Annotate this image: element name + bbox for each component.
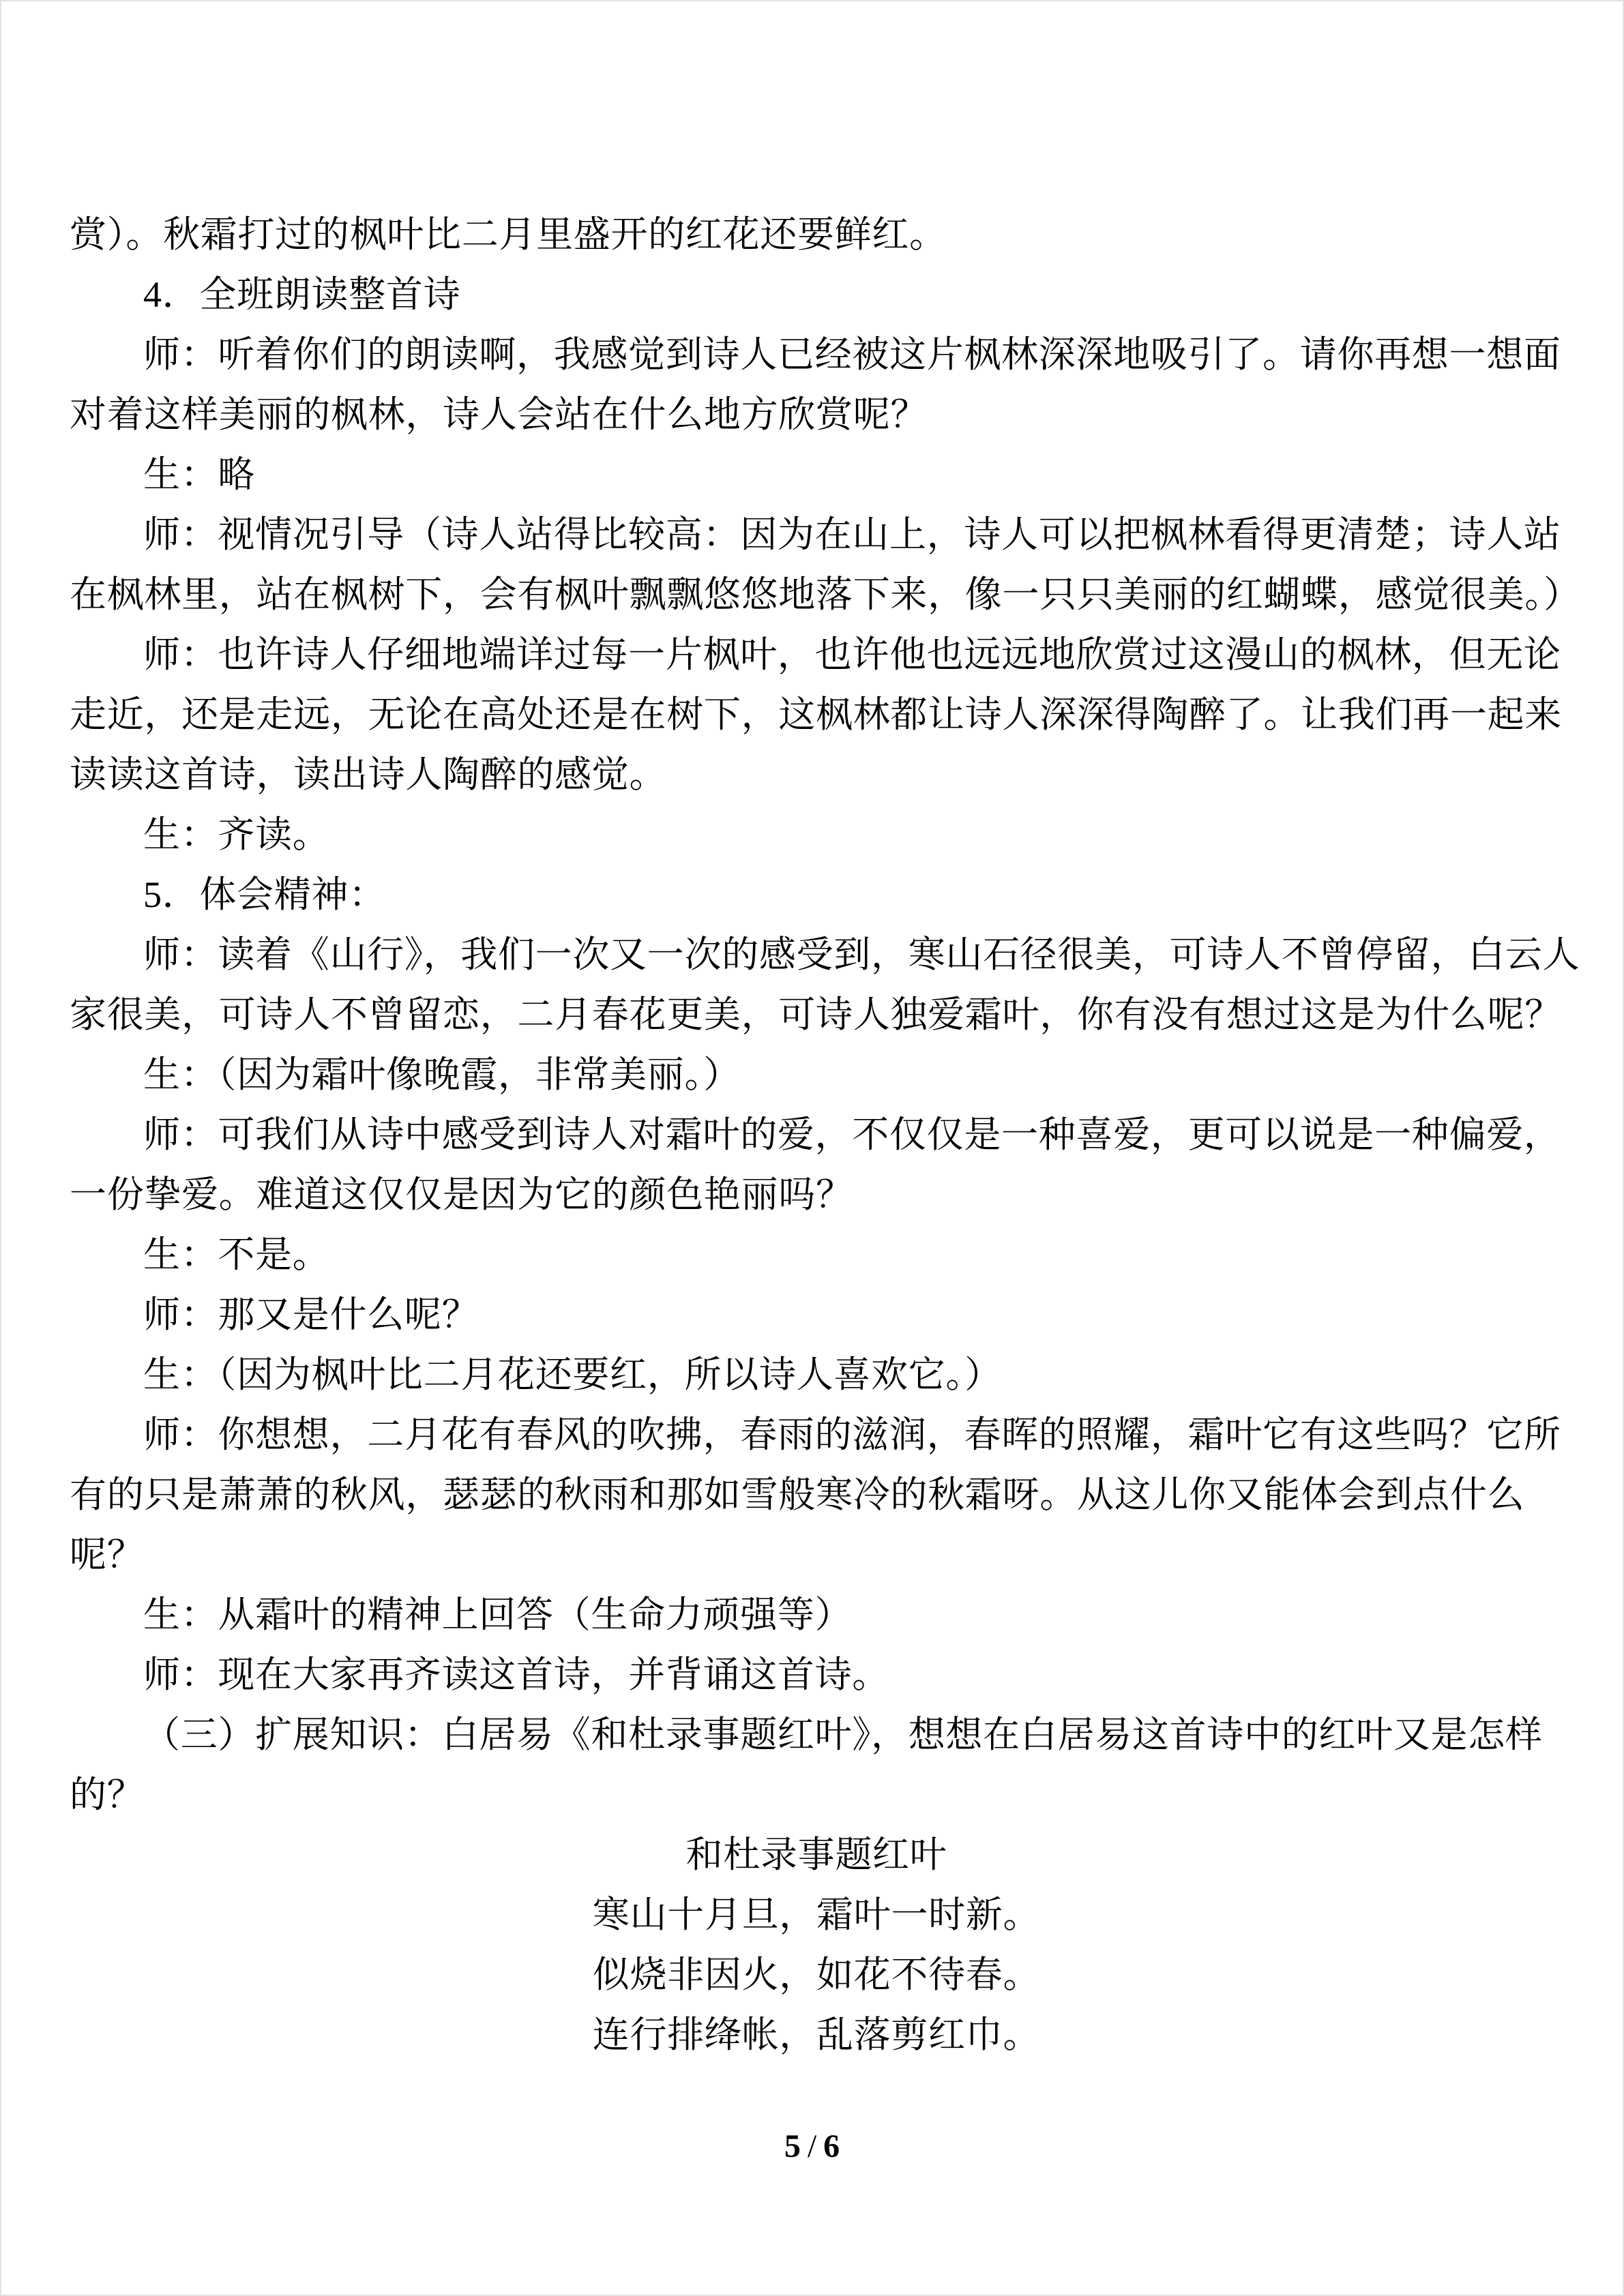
student-line: 生：略 bbox=[143, 454, 256, 495]
list-item-4: 4．全班朗读整首诗 bbox=[143, 274, 461, 315]
body-line: 家很美，可诗人不曾留恋，二月春花更美，可诗人独爱霜叶，你有没有想过这是为什么呢？ bbox=[70, 994, 1562, 1035]
teacher-line: 师：可我们从诗中感受到诗人对霜叶的爱，不仅仅是一种喜爱，更可以说是一种偏爱， bbox=[143, 1114, 1561, 1155]
teacher-line: 师：你想想，二月花有春风的吹拂，春雨的滋润，春晖的照耀，霜叶它有这些吗？它所 bbox=[143, 1414, 1561, 1455]
student-line: 生：从霜叶的精神上回答（生命力顽强等） bbox=[143, 1594, 853, 1635]
teacher-line: 师：现在大家再齐读这首诗，并背诵这首诗。 bbox=[143, 1654, 889, 1695]
teacher-line: 师：也许诗人仔细地端详过每一片枫叶，也许他也远远地欣赏过这漫山的枫林，但无论 bbox=[143, 634, 1561, 675]
teacher-line: 师：听着你们的朗读啊，我感觉到诗人已经被这片枫林深深地吸引了。请你再想一想面 bbox=[143, 334, 1561, 375]
page-number-separator: / bbox=[807, 2128, 817, 2164]
page-number-current: 5 bbox=[784, 2128, 801, 2164]
body-line: 一份挚爱。难道这仅仅是因为它的颜色艳丽吗？ bbox=[70, 1174, 853, 1215]
body-line: 赏）。秋霜打过的枫叶比二月里盛开的红花还要鲜红。 bbox=[70, 214, 947, 255]
student-line: 生：（因为霜叶像晚霞，非常美丽。） bbox=[143, 1054, 741, 1095]
page-footer bbox=[1, 2128, 1623, 2166]
section-heading: （三）扩展知识：白居易《和杜录事题红叶》，想想在白居易这首诗中的红叶又是怎样 bbox=[143, 1714, 1543, 1755]
body-line: 在枫林里，站在枫树下，会有枫叶飘飘悠悠地落下来，像一只只美丽的红蝴蝶，感觉很美。） bbox=[70, 574, 1581, 615]
student-line: 生：不是。 bbox=[143, 1234, 330, 1275]
student-line: 生：齐读。 bbox=[143, 814, 330, 855]
teacher-line: 师：视情况引导（诗人站得比较高：因为在山上，诗人可以把枫林看得更清楚；诗人站 bbox=[143, 514, 1561, 555]
poem-title: 和杜录事题红叶 bbox=[685, 1834, 947, 1875]
body-line: 对着这样美丽的枫林，诗人会站在什么地方欣赏呢？ bbox=[70, 394, 928, 435]
list-item-5: 5．体会精神： bbox=[143, 874, 386, 915]
poem-verse-line: 连行排绛帐，乱落剪红巾。 bbox=[592, 2014, 1041, 2055]
page-number-total: 6 bbox=[823, 2128, 840, 2164]
body-line: 走近，还是走远，无论在高处还是在树下，这枫林都让诗人深深得陶醉了。让我们再一起来 bbox=[70, 694, 1562, 735]
body-line: 呢？ bbox=[70, 1534, 145, 1575]
body-line: 读读这首诗，读出诗人陶醉的感觉。 bbox=[70, 754, 667, 795]
poem-verse-line: 似烧非因火，如花不待春。 bbox=[592, 1954, 1041, 1995]
document-body bbox=[70, 205, 1581, 2065]
poem-verse-line: 寒山十月旦，霜叶一时新。 bbox=[592, 1894, 1041, 1935]
body-line: 的？ bbox=[70, 1774, 145, 1815]
body-line: 有的只是萧萧的秋风，瑟瑟的秋雨和那如雪般寒冷的秋霜呀。从这儿你又能体会到点什么 bbox=[70, 1474, 1525, 1515]
student-line: 生：（因为枫叶比二月花还要红，所以诗人喜欢它。） bbox=[143, 1354, 1002, 1395]
teacher-line: 师：读着《山行》，我们一次又一次的感受到，寒山石径很美，可诗人不曾停留，白云人 bbox=[143, 934, 1580, 975]
teacher-line: 师：那又是什么呢？ bbox=[143, 1294, 479, 1335]
